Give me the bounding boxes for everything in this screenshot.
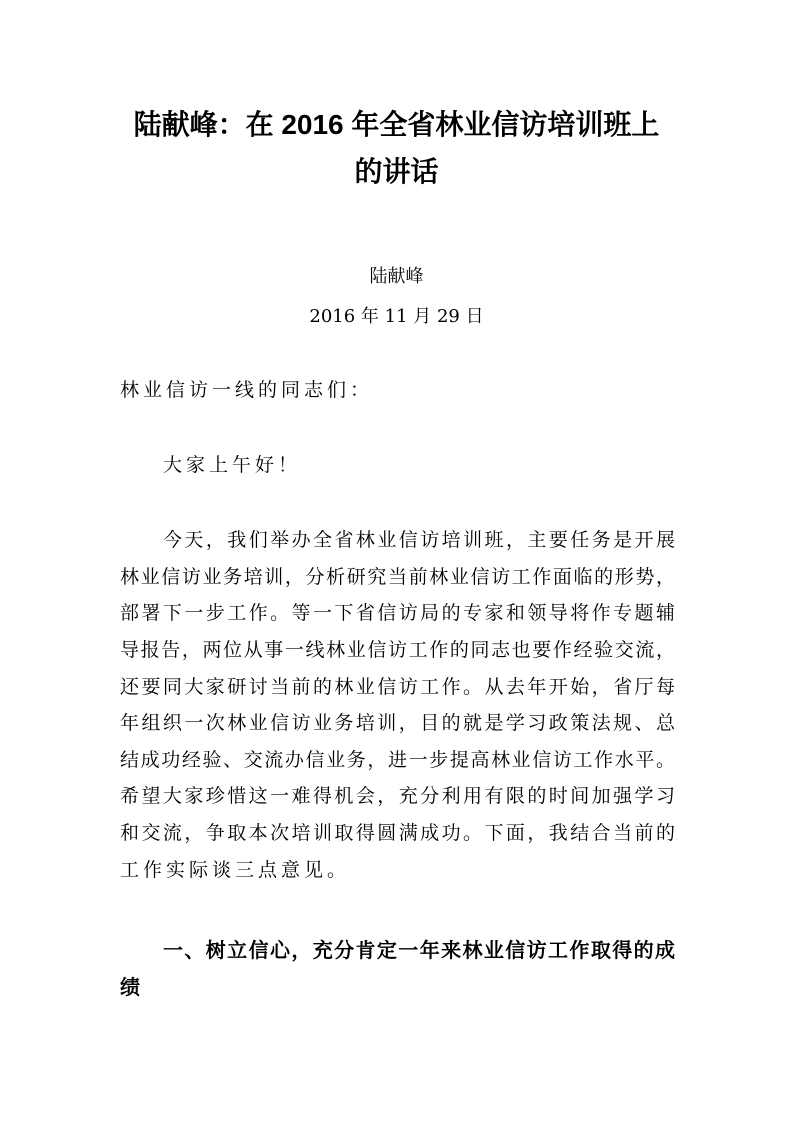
paragraph-line: 林业信访业务培训，分析研究当前林业信访工作面临的形势， — [120, 566, 675, 588]
salutation: 林业信访一线的同志们： — [120, 379, 374, 401]
paragraph-line: 和交流，争取本次培训取得圆满成功。下面，我结合当前的 — [120, 822, 675, 844]
paragraph-line: 今天，我们举办全省林业信访培训班，主要任务是开展 — [163, 529, 675, 551]
paragraph-line: 部署下一步工作。等一下省信访局的专家和领导将作专题辅 — [120, 602, 675, 624]
paragraph-line: 导报告，两位从事一线林业信访工作的同志也要作经验交流， — [120, 639, 675, 661]
document-title-line-2: 的讲话 — [354, 156, 439, 187]
paragraph-line: 年组织一次林业信访业务培训，目的就是学习政策法规、总 — [120, 712, 675, 734]
document-title-line-1: 陆献峰：在 2016 年全省林业信访培训班上 — [133, 109, 660, 140]
section-heading-line-2: 绩 — [120, 975, 140, 999]
greeting: 大家上午好！ — [163, 454, 302, 476]
paragraph-line: 希望大家珍惜这一难得机会，充分利用有限的时间加强学习 — [120, 785, 675, 807]
paragraph-line: 还要同大家研讨当前的林业信访工作。从去年开始，省厅每 — [120, 676, 675, 698]
date: 2016 年 11 月 29 日 — [309, 306, 484, 327]
section-heading-line-1: 一、树立信心，充分肯定一年来林业信访工作取得的成 — [163, 938, 675, 962]
paragraph-line: 结成功经验、交流办信业务，进一步提高林业信访工作水平。 — [120, 749, 675, 771]
author: 陆献峰 — [369, 266, 424, 287]
paragraph-line: 工作实际谈三点意见。 — [120, 859, 351, 881]
